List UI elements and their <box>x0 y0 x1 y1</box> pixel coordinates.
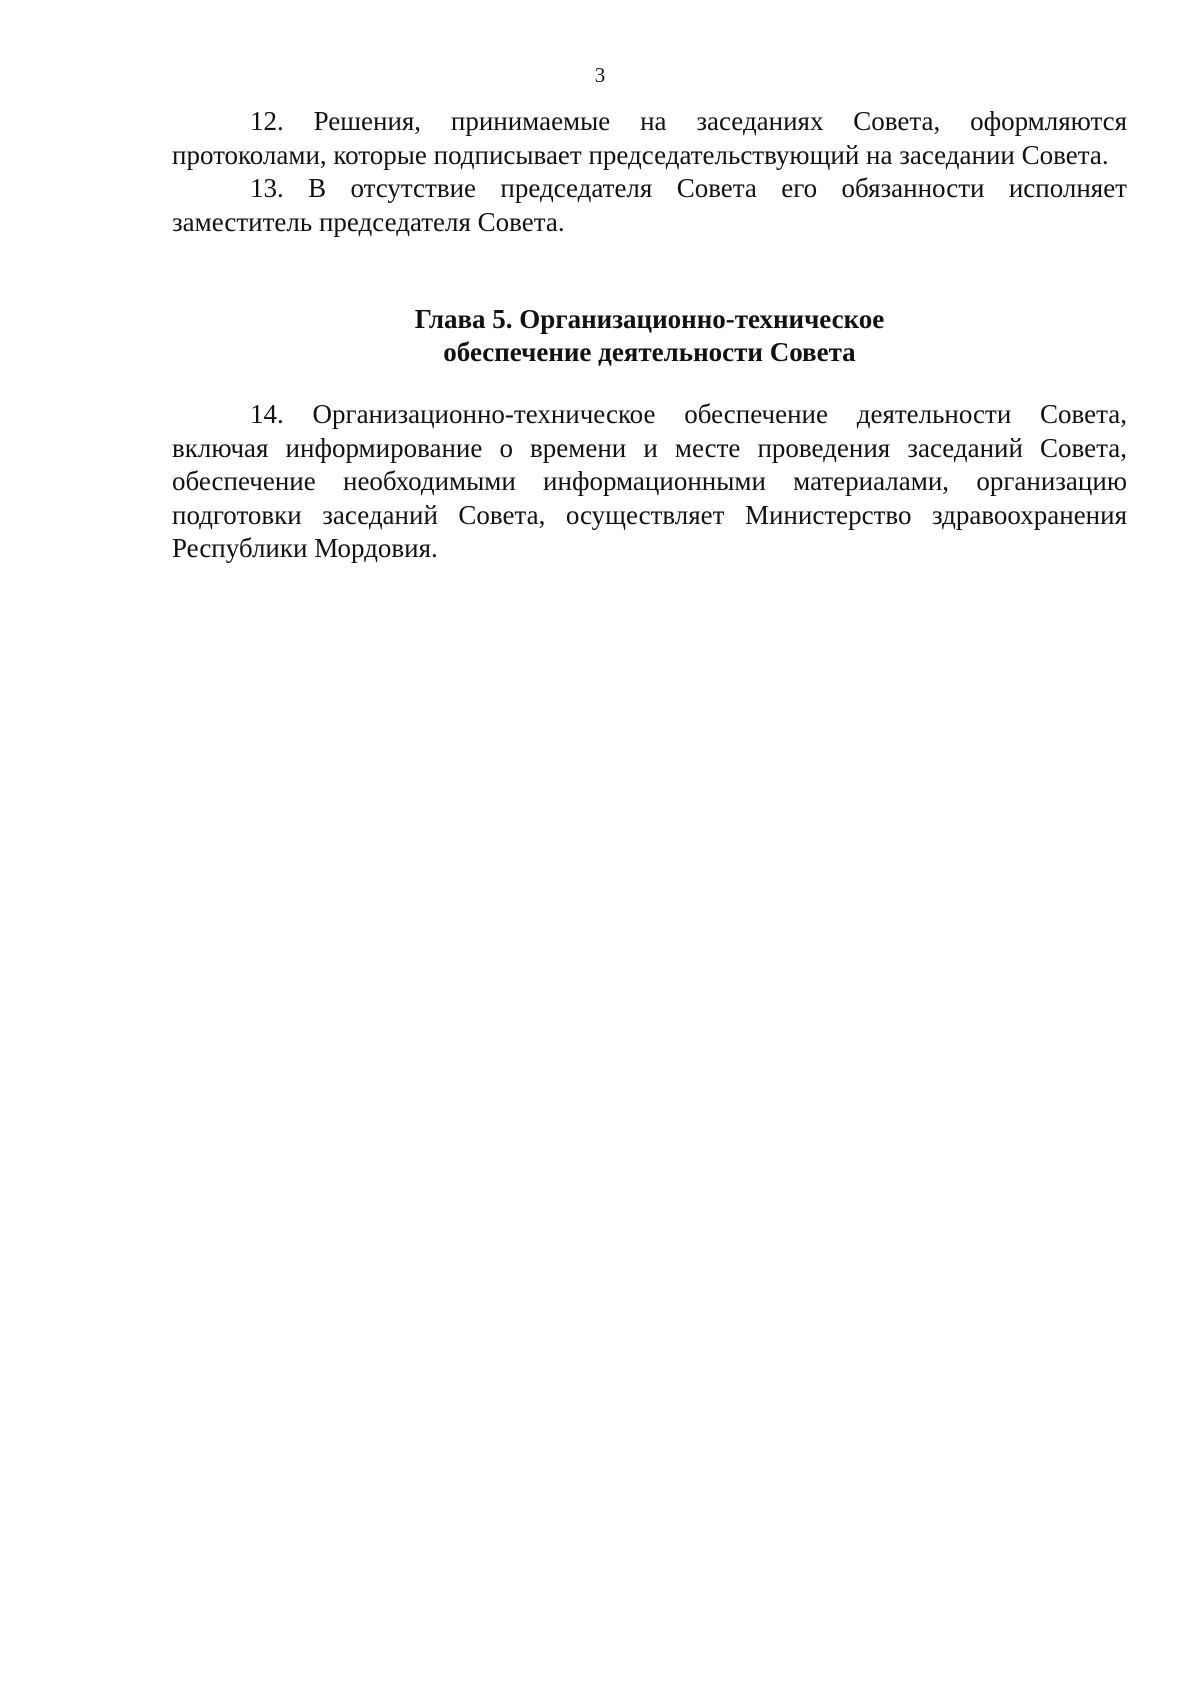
clause-13: 13. В отсутствие председателя Совета его обязанности исполняет заместитель председателя Совета. <box>172 173 1127 237</box>
chapter-clauses-block <box>172 398 1127 566</box>
chapter-heading <box>172 303 1127 369</box>
page-number: 3 <box>594 63 606 87</box>
chapter-title-line-2: обеспечение деятельности Совета <box>443 337 856 367</box>
chapter-title-line-1: Глава 5. Организационно-техническое <box>414 304 885 334</box>
clause-14: 14. Организационно-техническое обеспечение деятельности Совета, включая информирование о времени и месте проведения заседаний Совета, обеспечение необходимыми информационными материалами, организацию подготовки заседаний Совета, осуществляет Министерство здравоохранения Республики Мордовия. <box>172 399 1127 563</box>
clause-12: 12. Решения, принимаемые на заседаниях Совета, оформляются протоколами, которые подписывает председательствующий на заседании Совета. <box>172 106 1127 170</box>
clauses-block <box>172 105 1127 239</box>
